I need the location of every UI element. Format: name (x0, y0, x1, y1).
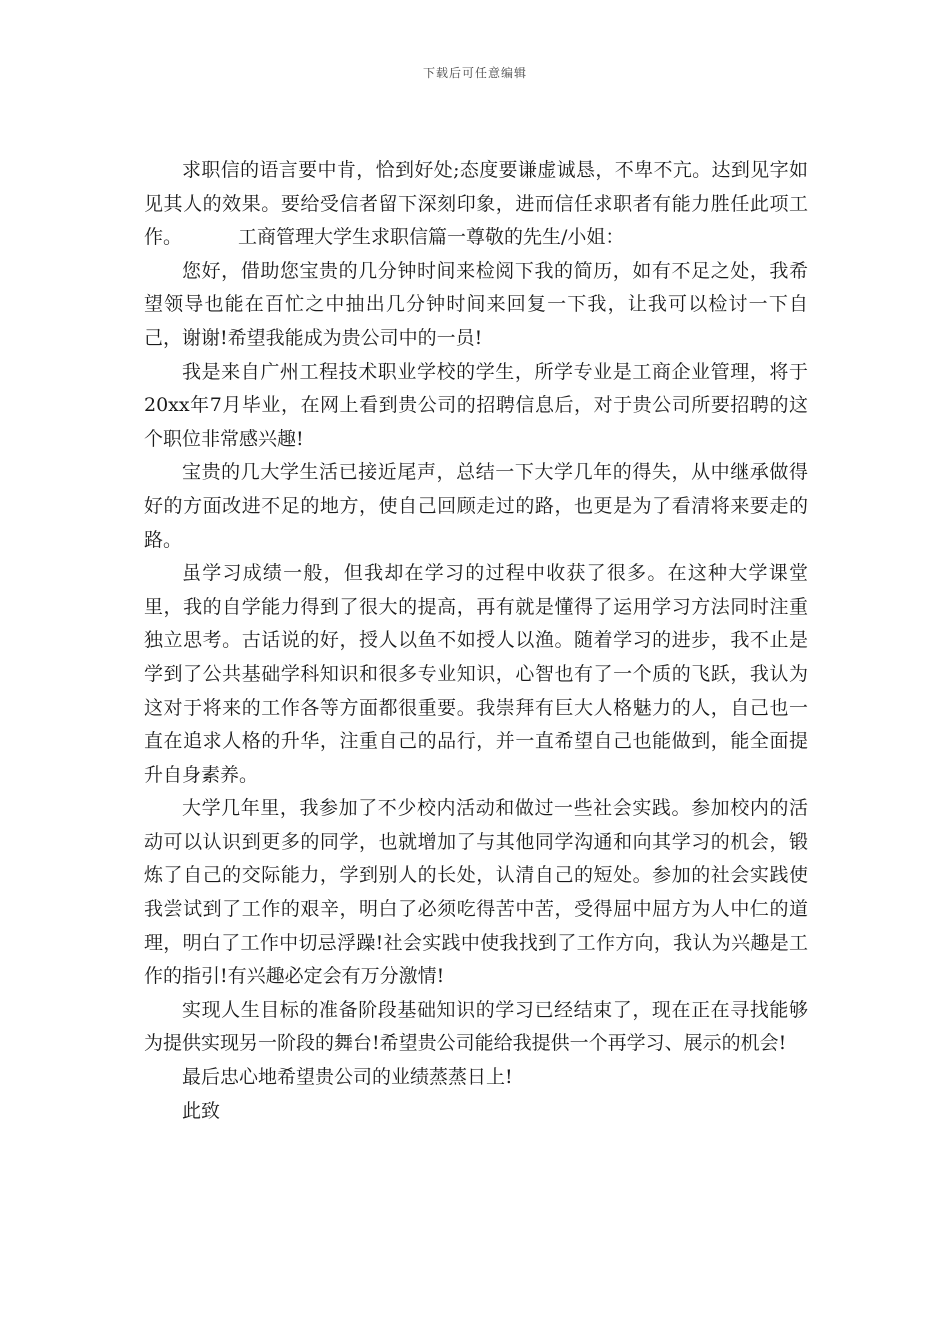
body-paragraph-greeting: 您好，借助您宝贵的几分钟时间来检阅下我的简历，如有不足之处，我希望领导也能在百忙之中抽出几分钟时间来回复一下我，让我可以检讨一下自己，谢谢!希望我能成为贵公司中的一员! (144, 259, 808, 349)
closing-salutation: 此致 (182, 1099, 221, 1122)
body-paragraph-wishes: 最后忠心地希望贵公司的业绩蒸蒸日上! (182, 1066, 513, 1089)
intro-text: 求职信的语言要中肯，恰到好处;态度要谦虚诚恳，不卑不亢。达到见字如见其人的效果。要给受信者留下深刻印象，进而信任求职者有能力胜任此项工作。 (144, 159, 808, 249)
body-paragraph-activities: 大学几年里，我参加了不少校内活动和做过一些社会实践。参加校内的活动可以认识到更多的同学，也就增加了与其他同学沟通和向其学习的机会，锻炼了自己的交际能力，学到别人的长处，认清自己的短处。参加的社会实践使我尝试到了工作的艰辛，明白了必须吃得苦中苦，受得屈中屈方为人中仁的道理，明白了工作中切忌浮躁!社会实践中使我找到了工作方向，我认为兴趣是工作的指引!有兴趣必定会有万分激情! (144, 797, 808, 988)
letter-title: 工商管理大学生求职信篇一尊敬的先生/小姐： (238, 226, 625, 249)
body-paragraph-background: 我是来自广州工程技术职业学校的学生，所学专业是工商企业管理，将于20xx年7月毕业，在网上看到贵公司的招聘信息后，对于贵公司所要招聘的这个职位非常感兴趣! (144, 360, 808, 450)
body-paragraph-goal: 实现人生目标的准备阶段基础知识的学习已经结束了，现在正在寻找能够为提供实现另一阶段的舞台!希望贵公司能给我提供一个再学习、展示的机会! (144, 998, 808, 1055)
document-body (144, 154, 808, 1128)
intro-paragraph (144, 154, 808, 255)
body-paragraph-study: 虽学习成绩一般，但我却在学习的过程中收获了很多。在这种大学课堂里，我的自学能力得到了很大的提高，再有就是懂得了运用学习方法同时注重独立思考。古话说的好，授人以鱼不如授人以渔。随着学习的进步，我不止是学到了公共基础学科知识和很多专业知识，心智也有了一个质的飞跃，我认为这对于将来的工作各等方面都很重要。我崇拜有巨大人格魅力的人，自己也一直在追求人格的升华，注重自己的品行，并一直希望自己也能做到，能全面提升自身素养。 (144, 562, 808, 786)
body-paragraph-summary: 宝贵的几大学生活已接近尾声，总结一下大学几年的得失，从中继承做得好的方面改进不足的地方，使自己回顾走过的路，也更是为了看清将来要走的路。 (144, 461, 808, 551)
page-header: 下载后可任意编辑 (422, 66, 527, 80)
